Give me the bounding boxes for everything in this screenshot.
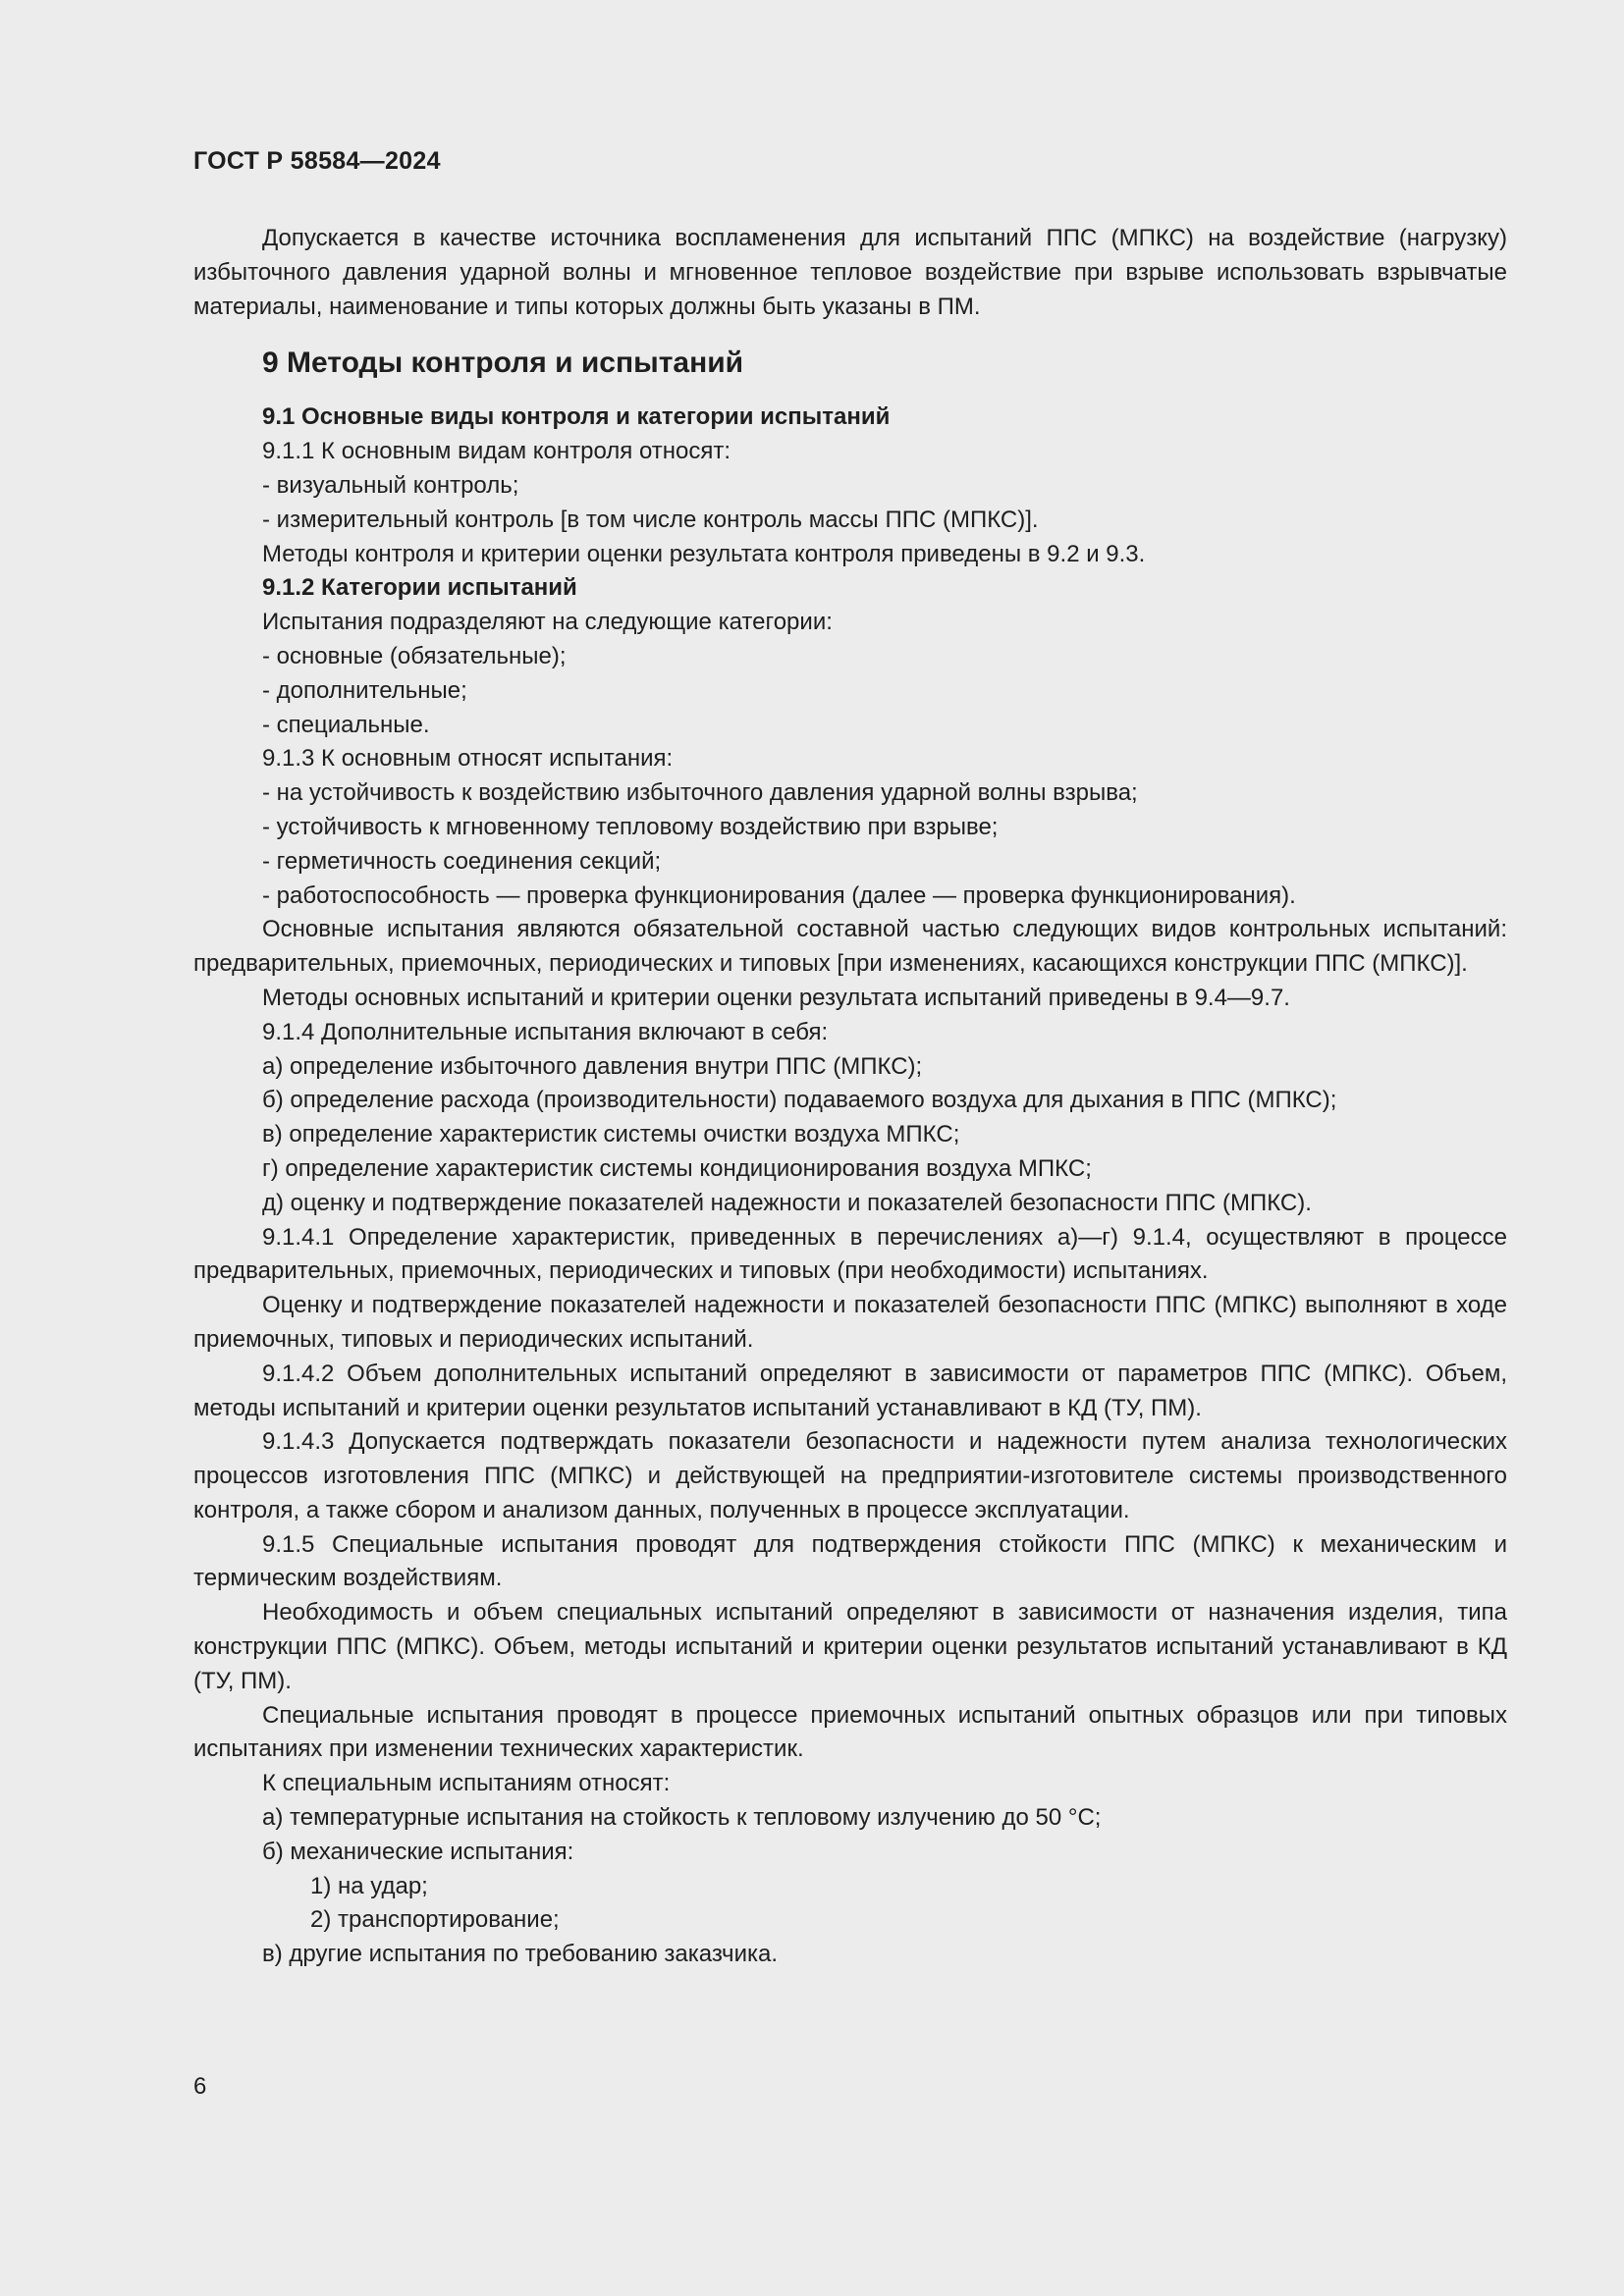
paragraph: Методы контроля и критерии оценки результата контроля приведены в 9.2 и 9.3. — [262, 540, 1146, 567]
section-title: 9 Методы контроля и испытаний — [262, 347, 744, 380]
page-number: 6 — [193, 2073, 207, 2100]
clause-9-1-4-2: 9.1.4.2 Объем дополнительных испытаний определяют в зависимости от параметров ППС (МПКС). Объем, методы испытаний и критерии оценки результатов испытаний устанавливают в КД (ТУ, ПМ). — [193, 1360, 1507, 1421]
clause-9-1-3: 9.1.3 К основным относят испытания: — [262, 745, 674, 773]
list-item: - герметичность соединения секций; — [262, 847, 662, 875]
list-item: б) определение расхода (производительности) подаваемого воздуха для дыхания в ППС (МПКС); — [262, 1087, 1337, 1114]
clause-9-1-4-1: 9.1.4.1 Определение характеристик, приведенных в перечислениях а)—г) 9.1.4, осуществляют в процессе предварительных, приемочных, периодических и типовых (при необходимости) испытаниях. — [193, 1223, 1507, 1285]
sub-list-item: 1) на удар; — [310, 1872, 428, 1899]
list-item: - работоспособность — проверка функционирования (далее — проверка функционирования). — [262, 881, 1296, 909]
clause-9-1-4-3: 9.1.4.3 Допускается подтверждать показатели безопасности и надежности путем анализа технологических процессов изготовления ППС (МПКС) и действующей на предприятии-изготовителе системы производственного контроля, а также сбором и анализом данных, полученных в процессе эксплуатации. — [193, 1428, 1507, 1523]
list-item: - специальные. — [262, 711, 430, 738]
list-item: - на устойчивость к воздействию избыточного давления ударной волны взрыва; — [262, 779, 1138, 807]
list-item: г) определение характеристик системы кондиционирования воздуха МПКС; — [262, 1154, 1092, 1182]
paragraph: Оценку и подтверждение показателей надежности и показателей безопасности ППС (МПКС) выполняют в ходе приемочных, типовых и периодических испытаний. — [193, 1292, 1507, 1353]
paragraph: Основные испытания являются обязательной составной частью следующих видов контрольных испытаний: предварительных, приемочных, периодических и типовых [при изменениях, касающихся конструкции ППС (МПКС)]. — [193, 916, 1507, 978]
document-header: ГОСТ Р 58584—2024 — [193, 147, 441, 175]
list-item: д) оценку и подтверждение показателей надежности и показателей безопасности ППС (МПКС). — [262, 1189, 1312, 1216]
clause-title: 9.1.2 Категории испытаний — [262, 574, 577, 602]
paragraph: Испытания подразделяют на следующие категории: — [262, 609, 833, 636]
list-item: а) температурные испытания на стойкость к тепловому излучению до 50 °С; — [262, 1804, 1102, 1832]
document-body — [193, 222, 1507, 1972]
paragraph: Необходимость и объем специальных испытаний определяют в зависимости от назначения изделия, типа конструкции ППС (МПКС). Объем, методы испытаний и критерии оценки результатов испытаний устанавливают в КД (ТУ, ПМ). — [193, 1599, 1507, 1694]
list-item: б) механические испытания: — [262, 1838, 574, 1865]
list-item: - дополнительные; — [262, 676, 467, 704]
paragraph: Специальные испытания проводят в процессе приемочных испытаний опытных образцов или при типовых испытаниях при изменении технических характеристик. — [193, 1701, 1507, 1763]
subsection-title: 9.1 Основные виды контроля и категории испытаний — [262, 403, 891, 431]
list-item: - визуальный контроль; — [262, 471, 519, 499]
paragraph: Методы основных испытаний и критерии оценки результата испытаний приведены в 9.4—9.7. — [262, 984, 1290, 1011]
list-item: а) определение избыточного давления внутри ППС (МПКС); — [262, 1052, 923, 1080]
intro-paragraph: Допускается в качестве источника воспламенения для испытаний ППС (МПКС) на воздействие (нагрузку) избыточного давления ударной волны и мгновенное тепловое воздействие при взрыве использовать взрывчатые материалы, наименование и типы которых должны быть указаны в ПМ. — [193, 225, 1507, 320]
clause-9-1-4: 9.1.4 Дополнительные испытания включают в себя: — [262, 1018, 829, 1045]
list-item: - основные (обязательные); — [262, 642, 567, 669]
clause-9-1-1: 9.1.1 К основным видам контроля относят: — [262, 438, 731, 465]
clause-9-1-5: 9.1.5 Специальные испытания проводят для подтверждения стойкости ППС (МПКС) к механическим и термическим воздействиям. — [193, 1530, 1507, 1592]
sub-list-item: 2) транспортирование; — [310, 1906, 560, 1934]
document-page — [193, 0, 1507, 2296]
list-item: - устойчивость к мгновенному тепловому воздействию при взрыве; — [262, 813, 999, 840]
list-item: - измерительный контроль [в том числе контроль массы ППС (МПКС)]. — [262, 506, 1039, 533]
list-item: в) другие испытания по требованию заказчика. — [262, 1941, 779, 1968]
paragraph: К специальным испытаниям относят: — [262, 1770, 671, 1797]
list-item: в) определение характеристик системы очистки воздуха МПКС; — [262, 1121, 960, 1148]
